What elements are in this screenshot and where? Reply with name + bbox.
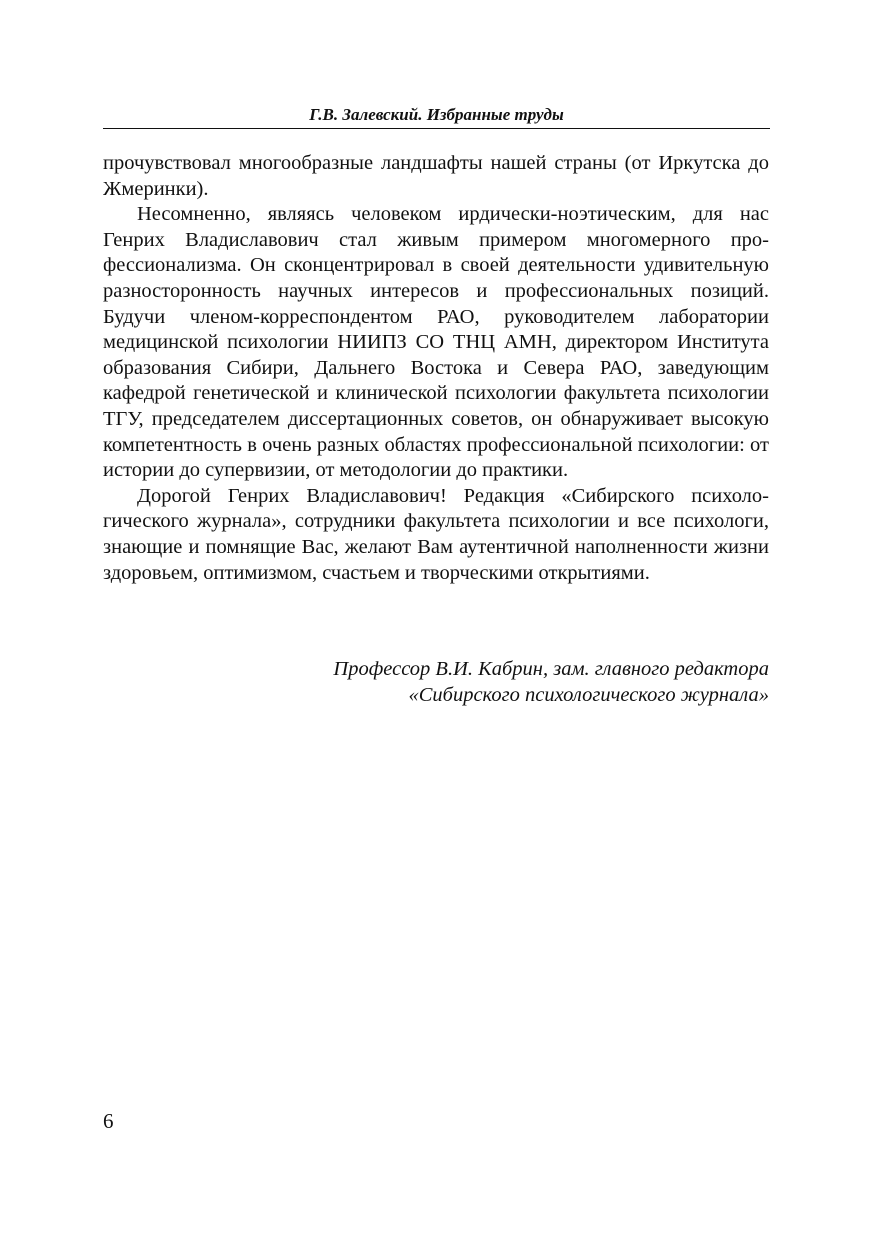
running-header: Г.В. Залевский. Избранные труды bbox=[103, 104, 770, 129]
page-number: 6 bbox=[103, 1109, 114, 1133]
paragraph-continuation: прочувствовал многообразные ландшафты нашей страны (от Иркутска до Жмеринки). bbox=[103, 152, 769, 200]
paragraph-professionalism: Несомненно, являясь человеком ирдически-ноэтическим, для нас Генрих Владиславович стал живым примером многомерного профессионализма. Он сконцентрировал в своей деятельности удивительную разносторонность научных интересов и профессиональных позиций. Будучи членом-корреспондентом РАО, руководителем лаборатории медицинской психологии НИИПЗ СО ТНЦ АМН, директором Института образования Сибири, Дальнего Востока и Севера РАО, заведующим кафедрой генетической и клинической психологии факультета психологии ТГУ, председателем диссертационных советов, он обнаруживает высокую компетентность в очень разных областях профессиональной психологии: от истории до супервизии, от методологии до практики. bbox=[103, 203, 769, 482]
paragraph-greeting: Дорогой Генрих Владиславович! Редакция «Сибирского психологического журнала», сотрудники факультета психологии и все психологи, знающие и помнящие Вас, желают Вам аутентичной наполненности жизни здоровьем, оптимизмом, счастьем и творческими открытиями. bbox=[103, 484, 769, 584]
signature-line-author: Профессор В.И. Кабрин, зам. главного редактора bbox=[333, 658, 769, 680]
signature-line-journal: «Сибирского психологического журнала» bbox=[408, 684, 769, 706]
signature-block bbox=[103, 656, 769, 708]
body-text bbox=[103, 151, 769, 586]
